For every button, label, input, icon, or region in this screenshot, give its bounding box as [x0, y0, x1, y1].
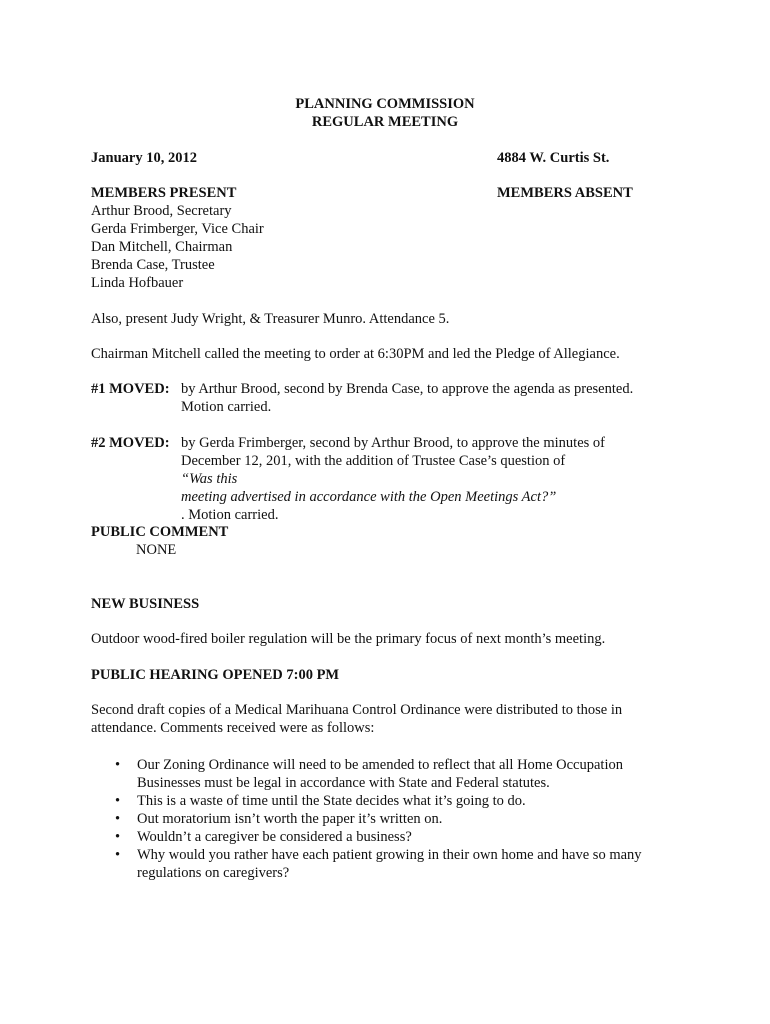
- member-name: Gerda Frimberger, Vice Chair: [91, 221, 264, 237]
- bullet-icon: •: [115, 757, 121, 773]
- document-title: PLANNING COMMISSION: [295, 96, 475, 112]
- member-name: Brenda Case, Trustee: [91, 257, 215, 273]
- list-item: [91, 792, 642, 810]
- meeting-address: 4884 W. Curtis St.: [497, 150, 610, 166]
- comment-line: Our Zoning Ordinance will need to be amended to reflect that all Home Occupation: [137, 757, 623, 773]
- motion-body: [181, 380, 633, 416]
- comment-line: Out moratorium isn’t worth the paper it’s written on.: [137, 811, 443, 827]
- motion-line: by Arthur Brood, second by Brenda Case, to approve the agenda as presented.: [181, 381, 634, 397]
- public-comment-value: NONE: [136, 542, 177, 558]
- motion-label: #2 MOVED:: [91, 435, 170, 451]
- new-business-text: Outdoor wood-fired boiler regulation will be the primary focus of next month’s meeting.: [91, 631, 606, 647]
- public-hearing-heading: PUBLIC HEARING OPENED 7:00 PM: [91, 667, 340, 683]
- comment-line: Wouldn’t a caregiver be considered a business?: [137, 829, 412, 845]
- document-subtitle: REGULAR MEETING: [311, 114, 459, 130]
- intro-line: attendance. Comments received were as follows:: [91, 720, 375, 736]
- member-name: Linda Hofbauer: [91, 275, 184, 291]
- intro-line: Second draft copies of a Medical Marihuana Control Ordinance were distributed to those in: [91, 702, 623, 718]
- comment-line: Businesses must be legal in accordance with State and Federal statutes.: [137, 775, 550, 791]
- new-business-heading: NEW BUSINESS: [91, 596, 200, 612]
- motion-line: by Gerda Frimberger, second by Arthur Brood, to approve the minutes of: [181, 435, 605, 451]
- bullet-icon: •: [115, 793, 121, 809]
- bullet-icon: •: [115, 811, 121, 827]
- quoted-question: meeting advertised in accordance with the Open Meetings Act?”: [181, 489, 557, 505]
- list-item: [91, 846, 642, 882]
- comment-line: regulations on caregivers?: [137, 865, 290, 881]
- member-name: Dan Mitchell, Chairman: [91, 239, 233, 255]
- motion-text: December 12, 201, with the addition of Trustee Case’s question of: [181, 453, 566, 469]
- motion-line: [181, 452, 605, 488]
- comment-line: Why would you rather have each patient growing in their own home and have so many: [137, 847, 642, 863]
- member-name: Arthur Brood, Secretary: [91, 203, 232, 219]
- motion-body: [181, 434, 605, 524]
- meeting-date: January 10, 2012: [91, 150, 197, 166]
- members-present-heading: MEMBERS PRESENT: [91, 185, 237, 201]
- public-comment-heading: PUBLIC COMMENT: [91, 524, 229, 540]
- motion-line: [181, 488, 605, 524]
- also-present-text: Also, present Judy Wright, & Treasurer Munro. Attendance 5.: [91, 311, 450, 327]
- list-item: [91, 756, 642, 792]
- members-absent-heading: MEMBERS ABSENT: [497, 185, 633, 201]
- public-hearing-intro: [91, 701, 622, 737]
- members-present-list: [91, 202, 264, 292]
- list-item: [91, 810, 642, 828]
- comments-list: [91, 756, 642, 882]
- bullet-icon: •: [115, 829, 121, 845]
- motion-label: #1 MOVED:: [91, 381, 170, 397]
- quoted-question: “Was this: [181, 471, 238, 487]
- bullet-icon: •: [115, 847, 121, 863]
- motion-text: . Motion carried.: [181, 507, 279, 523]
- comment-line: This is a waste of time until the State decides what it’s going to do.: [137, 793, 526, 809]
- call-to-order-text: Chairman Mitchell called the meeting to order at 6:30PM and led the Pledge of Allegiance.: [91, 346, 620, 362]
- motion-line: Motion carried.: [181, 399, 272, 415]
- list-item: [91, 828, 642, 846]
